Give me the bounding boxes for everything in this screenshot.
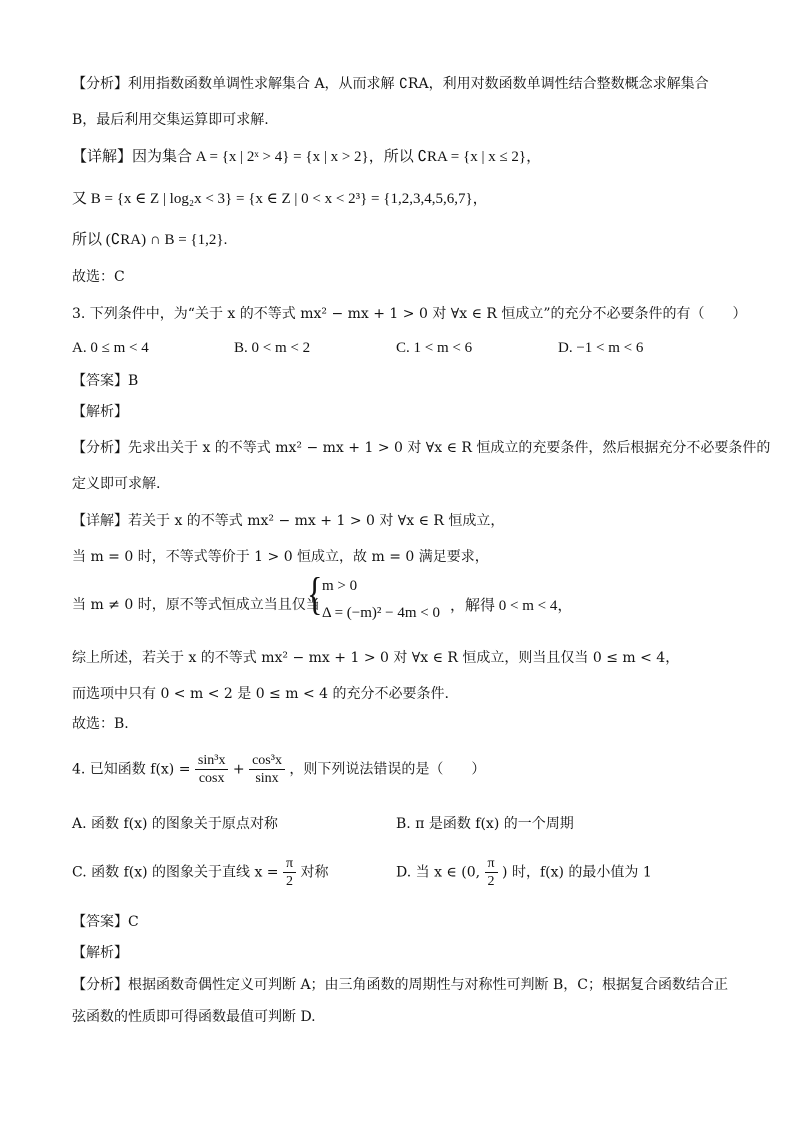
q3-analysis-heading: 【解析】 [72, 404, 128, 420]
q4-fraction-2 [249, 752, 285, 787]
q3-option-d: D. −1 < m < 6 [558, 340, 644, 356]
q2-detail-line3: 所以 (∁RA) ∩ B = {1,2}. [72, 232, 228, 248]
q4-option-d-fraction [485, 855, 498, 890]
q3-analysis-line2: 定义即可求解. [72, 476, 161, 492]
q4-plus-sign: + [232, 761, 245, 778]
q3-system-row2: Δ = (−m)² − 4m < 0 [322, 605, 440, 621]
q3-system-row1: m > 0 [322, 578, 358, 594]
q3-answer: 【答案】B [72, 373, 139, 389]
q4-answer: 【答案】C [72, 914, 139, 930]
q3-detail-line2: 当 m = 0 时，不等式等价于 1 > 0 恒成立，故 m = 0 满足要求， [72, 549, 489, 565]
q4-option-d [396, 855, 652, 890]
q4-stem-prefix: 4. 已知函数 f(x) = [72, 761, 191, 778]
q4-analysis-line1: 【分析】根据函数奇偶性定义可判断 A；由三角函数的周期性与对称性可判断 B，C；根据复合函数结合正 [72, 977, 729, 993]
q4-stem-suffix: ，则下列说法错误的是（ ） [289, 761, 486, 778]
q4-option-a: A. 函数 f(x) 的图象关于原点对称 [72, 816, 278, 832]
q4-fraction-1 [195, 752, 229, 787]
q4-option-c-fraction [283, 855, 296, 890]
q3-analysis-line1: 【分析】先求出关于 x 的不等式 mx² − mx + 1 > 0 对 ∀x ∈ R 恒成立的充要条件，然后根据充分不必要条件的 [72, 440, 771, 456]
q2-detail-line2: 又 B = {x ∈ Z | log₂x < 3} = {x ∈ Z | 0 < x < 2³} = {1,2,3,4,5,6,7}， [72, 191, 488, 207]
q3-option-b: B. 0 < m < 2 [234, 340, 311, 356]
q4-fraction-1-numerator: sin³x [195, 752, 229, 770]
q4-fraction-2-numerator: cos³x [249, 752, 285, 770]
q4-option-d-prefix: D. 当 x ∈ (0, [396, 864, 481, 881]
q3-option-c: C. 1 < m < 6 [396, 340, 473, 356]
q4-fraction-1-denominator: cosx [198, 771, 225, 786]
q4-stem [72, 752, 485, 787]
q2-detail-line1: 【详解】因为集合 A = {x | 2ˣ > 4} = {x | x > 2}，所以 ∁RA = {x | x ≤ 2}， [72, 149, 542, 165]
q3-detail-line3-prefix: 当 m ≠ 0 时，原不等式恒成立当且仅当 [72, 597, 320, 613]
q3-detail-line3-suffix: ，解得 0 < m < 4， [450, 598, 573, 614]
system-brace: { [307, 568, 323, 619]
q4-option-d-suffix: ) 时，f(x) 的最小值为 1 [502, 864, 652, 881]
q2-analysis-line2: B，最后利用交集运算即可求解. [72, 112, 269, 128]
q3-detail-line1: 【详解】若关于 x 的不等式 mx² − mx + 1 > 0 对 ∀x ∈ R 恒成立， [72, 513, 505, 529]
q4-analysis-heading: 【解析】 [72, 945, 128, 961]
q4-option-d-denominator: 2 [487, 874, 495, 889]
q3-option-a: A. 0 ≤ m < 4 [72, 340, 149, 356]
q2-choice: 故选：C [72, 269, 125, 285]
q2-analysis-line1: 【分析】利用指数函数单调性求解集合 A，从而求解 ∁RA，利用对数函数单调性结合整数概念求解集合 [72, 76, 709, 92]
q4-option-c-suffix: 对称 [300, 864, 329, 881]
q4-analysis-line2: 弦函数的性质即可得函数最值可判断 D. [72, 1009, 316, 1025]
q4-option-c-numerator: π [283, 855, 296, 873]
q4-option-c [72, 855, 329, 890]
q3-detail-line5: 而选项中只有 0 < m < 2 是 0 ≤ m < 4 的充分不必要条件. [72, 686, 449, 702]
q4-option-c-prefix: C. 函数 f(x) 的图象关于直线 x = [72, 864, 279, 881]
q3-detail-line4: 综上所述，若关于 x 的不等式 mx² − mx + 1 > 0 对 ∀x ∈ R 恒成立，则当且仅当 0 ≤ m < 4， [72, 650, 680, 666]
q3-stem: 3. 下列条件中，为“关于 x 的不等式 mx² − mx + 1 > 0 对 ∀x ∈ R 恒成立”的充分不必要条件的有（ ） [72, 306, 747, 322]
q4-option-b: B. π 是函数 f(x) 的一个周期 [396, 816, 574, 832]
q4-option-d-numerator: π [485, 855, 498, 873]
q4-option-c-denominator: 2 [286, 874, 294, 889]
q3-choice: 故选：B. [72, 716, 129, 732]
q4-fraction-2-denominator: sinx [255, 771, 279, 786]
